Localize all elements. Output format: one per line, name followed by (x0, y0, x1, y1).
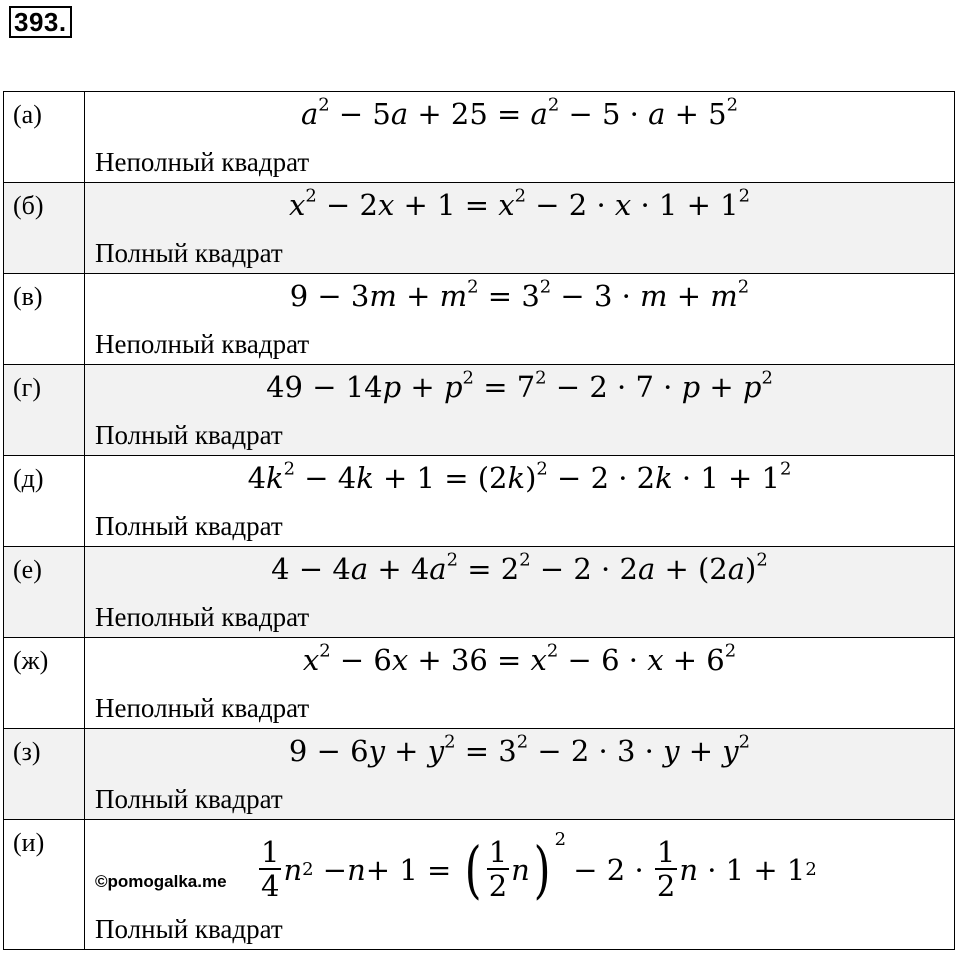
row-content (85, 729, 955, 820)
formula: $4 - 4a + 4a^2 = 2^2 - 2 \cdot 2a + (2a)^2$ (271, 549, 768, 586)
row-label: (з) (4, 729, 85, 820)
table-row (4, 638, 955, 729)
verdict-text: Полный квадрат (95, 420, 283, 450)
row-content (85, 456, 955, 547)
formula: $x^2 - 6x + 36 = x^2 - 6 \cdot x + 6^2$ (302, 640, 737, 677)
verdict-text: Полный квадрат (95, 784, 283, 814)
table-row (4, 183, 955, 274)
verdict-text: Неполный квадрат (95, 147, 310, 177)
formula: $4k^2 - 4k + 1 = (2k)^2 - 2 \cdot 2k \cdot 1 + 1^2$ (247, 458, 792, 495)
row-content (85, 274, 955, 365)
row-label: (ж) (4, 638, 85, 729)
row-content (85, 183, 955, 274)
watermark: ©pomogalka.me (95, 872, 227, 891)
row-content (85, 820, 955, 950)
verdict-text: Полный квадрат (95, 511, 283, 541)
verdict-text: Неполный квадрат (95, 329, 310, 359)
table-row (4, 547, 955, 638)
row-content (85, 92, 955, 183)
row-label: (в) (4, 274, 85, 365)
formula: $\frac{1}{4}$ n 2 − n + 1 = ( $\frac{1}{2}$ n ) 2 − 2 · $\frac{1}{2}$ n · 1 + 1 2 (261, 829, 817, 906)
table-row (4, 365, 955, 456)
parenthesized-term: ( $\frac{1}{2}$ n ) 2 (464, 829, 567, 906)
row-label: (д) (4, 456, 85, 547)
formula: $x^2 - 2x + 1 = x^2 - 2 \cdot x \cdot 1 + 1^2$ (289, 185, 750, 222)
table-row (4, 274, 955, 365)
row-label: (б) (4, 183, 85, 274)
fraction: $\frac{1}{2}$ (656, 835, 676, 903)
task-number: 393. (9, 6, 72, 38)
row-label: (г) (4, 365, 85, 456)
formula: $a^2 - 5a + 25 = a^2 - 5 \cdot a + 5^2$ (300, 94, 739, 131)
table-row (4, 456, 955, 547)
row-label: (и) (4, 820, 85, 950)
fraction: $\frac{1}{4}$ (261, 835, 280, 903)
row-label: (а) (4, 92, 85, 183)
verdict-text: Неполный квадрат (95, 602, 310, 632)
formula: $49 - 14p + p^2 = 7^2 - 2 \cdot 7 \cdot p + p^2$ (266, 367, 773, 404)
row-content (85, 365, 955, 456)
table-row (4, 820, 955, 950)
verdict-text: Неполный квадрат (95, 693, 310, 723)
formula: $9 - 6y + y^2 = 3^2 - 2 \cdot 3 \cdot y + y^2$ (288, 731, 751, 768)
table-row (4, 92, 955, 183)
row-label: (е) (4, 547, 85, 638)
row-content (85, 547, 955, 638)
verdict-text: Полный квадрат (95, 238, 283, 268)
verdict-text: Полный квадрат (95, 914, 283, 944)
table-row (4, 729, 955, 820)
answers-table (3, 91, 955, 950)
row-content (85, 638, 955, 729)
formula: $9 - 3m + m^2 = 3^2 - 3 \cdot m + m^2$ (289, 276, 750, 313)
